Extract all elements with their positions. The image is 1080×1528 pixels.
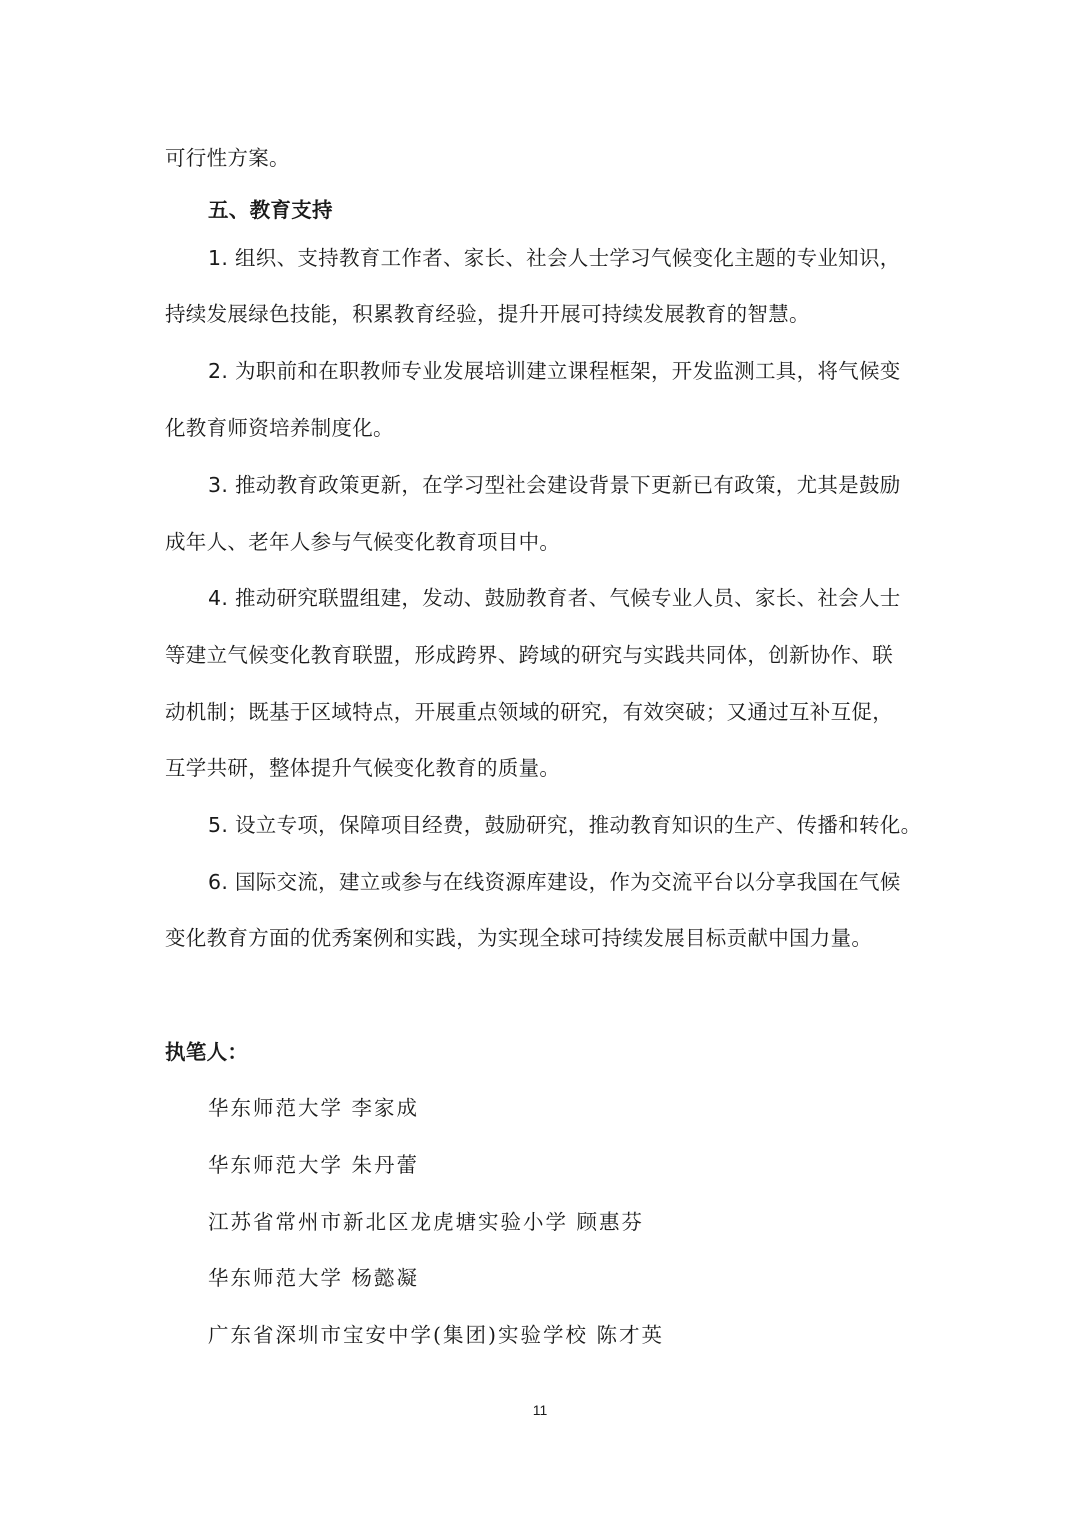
item-4-line-1: 4. 推动研究联盟组建，发动、鼓励教育者、气候专业人员、家长、社会人士 (208, 586, 901, 610)
item-5-line-1: 5. 设立专项，保障项目经费，鼓励研究，推动教育知识的生产、传播和转化。 (208, 813, 922, 837)
item-6-line-1: 6. 国际交流，建立或参与在线资源库建设，作为交流平台以分享我国在气候 (208, 870, 901, 894)
item-1-line-2: 持续发展绿色技能，积累教育经验，提升开展可持续发展教育的智慧。 (165, 302, 810, 326)
item-2-line-1: 2. 为职前和在职教师专业发展培训建立课程框架，开发监测工具，将气候变 (208, 359, 901, 383)
author-entry: 华东师范大学 李家成 (208, 1096, 420, 1120)
item-3-line-2: 成年人、老年人参与气候变化教育项目中。 (165, 530, 561, 554)
continuation-text: 可行性方案。 (165, 146, 290, 170)
section-heading: 五、教育支持 (208, 198, 333, 222)
item-4-line-3: 动机制；既基于区域特点，开展重点领域的研究，有效突破；又通过互补互促， (165, 700, 893, 724)
author-entry: 江苏省常州市新北区龙虎塘实验小学 顾惠芬 (208, 1210, 645, 1234)
item-4-line-4: 互学共研，整体提升气候变化教育的质量。 (165, 756, 561, 780)
author-entry: 华东师范大学 朱丹蕾 (208, 1153, 420, 1177)
author-entry: 华东师范大学 杨懿凝 (208, 1266, 420, 1290)
authors-label: 执笔人： (165, 1040, 249, 1064)
item-4-line-2: 等建立气候变化教育联盟，形成跨界、跨域的研究与实践共同体，创新协作、联 (165, 643, 893, 667)
item-3-line-1: 3. 推动教育政策更新，在学习型社会建设背景下更新已有政策，尤其是鼓励 (208, 473, 901, 497)
page-number: 11 (532, 1402, 548, 1418)
author-entry: 广东省深圳市宝安中学(集团)实验学校 陈才英 (208, 1323, 665, 1347)
item-2-line-2: 化教育师资培养制度化。 (165, 416, 394, 440)
item-6-line-2: 变化教育方面的优秀案例和实践，为实现全球可持续发展目标贡献中国力量。 (165, 926, 873, 950)
item-1-line-1: 1. 组织、支持教育工作者、家长、社会人士学习气候变化主题的专业知识， (208, 246, 901, 270)
